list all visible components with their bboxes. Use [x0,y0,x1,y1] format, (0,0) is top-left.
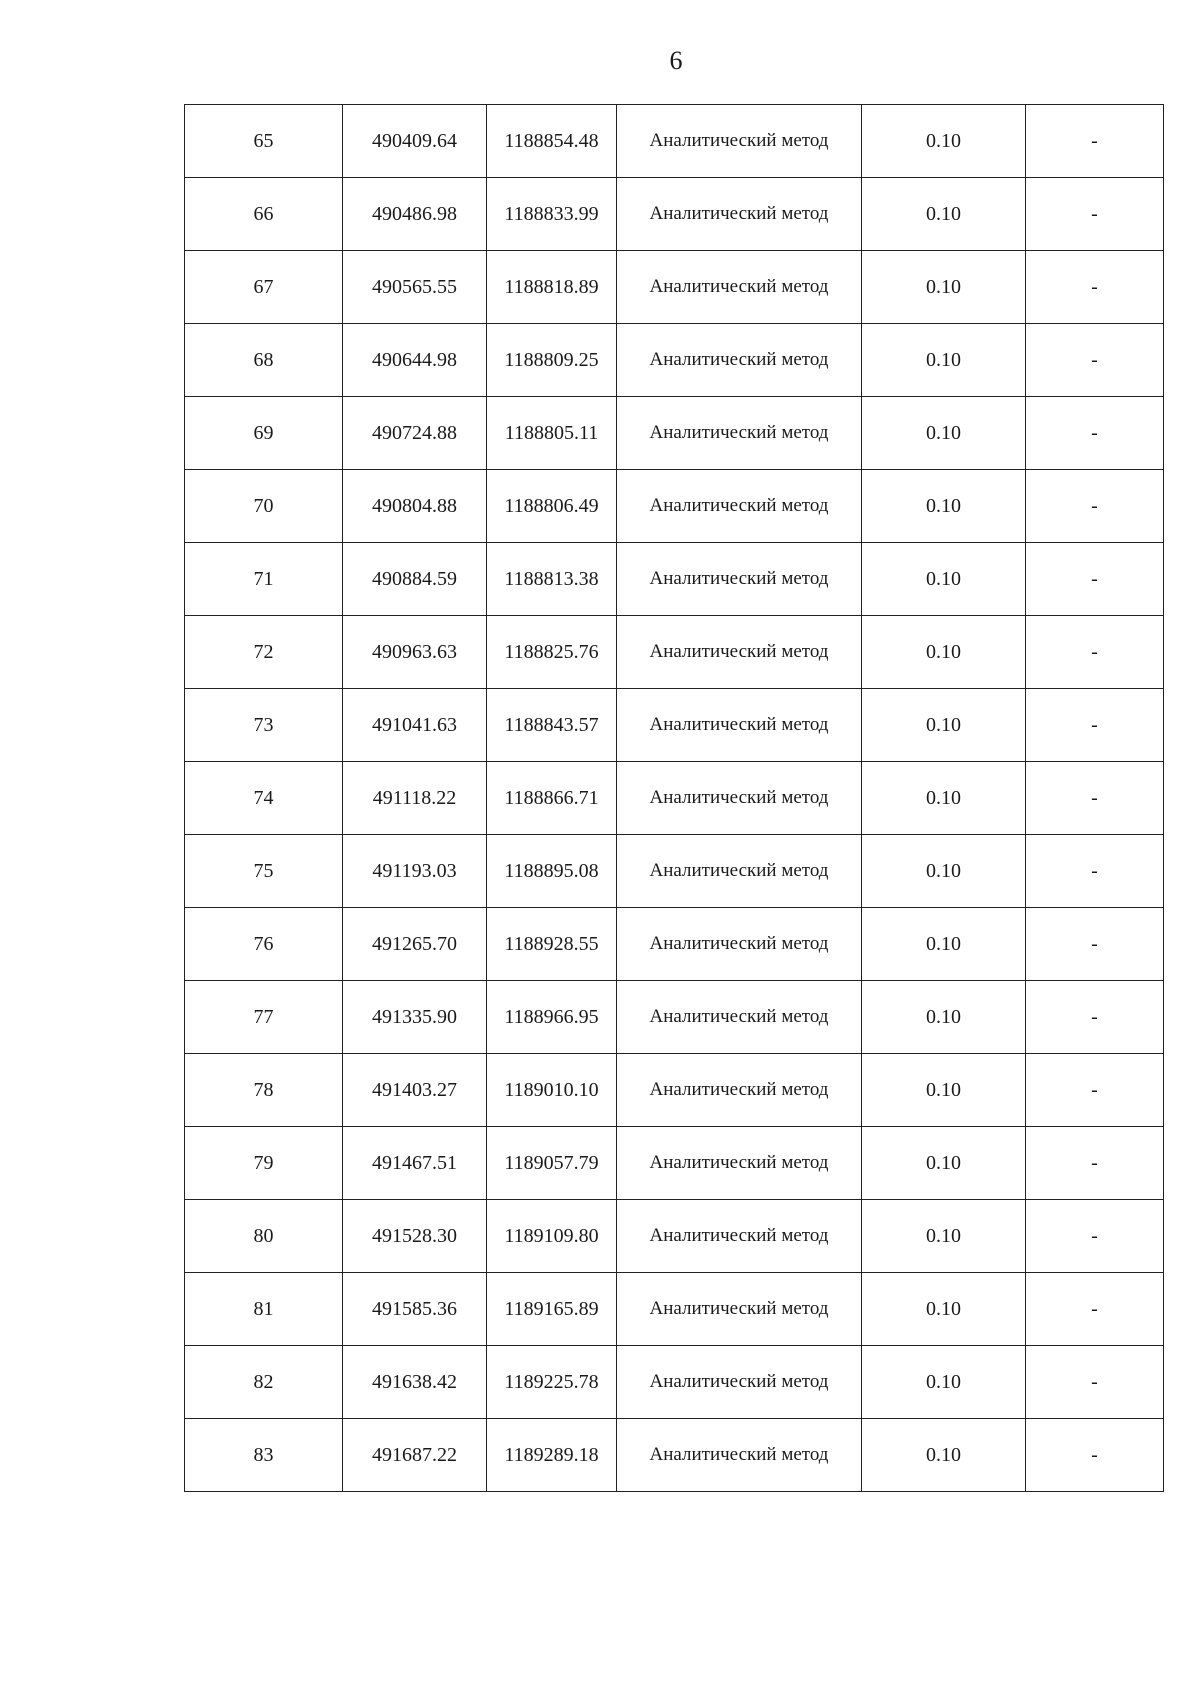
x-coordinate-cell: 491193.03 [343,835,487,908]
x-coordinate-cell: 491265.70 [343,908,487,981]
coordinates-table-container [184,104,1163,1492]
point-number-cell: 65 [185,105,343,178]
accuracy-cell: 0.10 [862,762,1026,835]
note-cell: - [1026,835,1164,908]
point-number-cell: 77 [185,981,343,1054]
y-coordinate-cell: 1188866.71 [487,762,617,835]
y-coordinate-cell: 1189109.80 [487,1200,617,1273]
note-cell: - [1026,1054,1164,1127]
y-coordinate-cell: 1188843.57 [487,689,617,762]
table-row [185,762,1164,835]
table-row [185,105,1164,178]
y-coordinate-cell: 1188895.08 [487,835,617,908]
point-number-cell: 73 [185,689,343,762]
accuracy-cell: 0.10 [862,689,1026,762]
note-cell: - [1026,1127,1164,1200]
y-coordinate-cell: 1188833.99 [487,178,617,251]
accuracy-cell: 0.10 [862,1200,1026,1273]
method-cell: Аналитический метод [617,762,862,835]
y-coordinate-cell: 1189057.79 [487,1127,617,1200]
note-cell: - [1026,908,1164,981]
accuracy-cell: 0.10 [862,1346,1026,1419]
point-number-cell: 71 [185,543,343,616]
table-row [185,1200,1164,1273]
y-coordinate-cell: 1188813.38 [487,543,617,616]
accuracy-cell: 0.10 [862,616,1026,689]
x-coordinate-cell: 491528.30 [343,1200,487,1273]
coordinates-table [184,104,1164,1492]
method-cell: Аналитический метод [617,543,862,616]
x-coordinate-cell: 490644.98 [343,324,487,397]
x-coordinate-cell: 491403.27 [343,1054,487,1127]
table-row [185,1419,1164,1492]
y-coordinate-cell: 1189010.10 [487,1054,617,1127]
x-coordinate-cell: 491638.42 [343,1346,487,1419]
note-cell: - [1026,105,1164,178]
y-coordinate-cell: 1188928.55 [487,908,617,981]
note-cell: - [1026,543,1164,616]
method-cell: Аналитический метод [617,178,862,251]
accuracy-cell: 0.10 [862,1419,1026,1492]
accuracy-cell: 0.10 [862,543,1026,616]
method-cell: Аналитический метод [617,835,862,908]
accuracy-cell: 0.10 [862,981,1026,1054]
method-cell: Аналитический метод [617,1419,862,1492]
point-number-cell: 81 [185,1273,343,1346]
x-coordinate-cell: 491335.90 [343,981,487,1054]
x-coordinate-cell: 490409.64 [343,105,487,178]
x-coordinate-cell: 491687.22 [343,1419,487,1492]
y-coordinate-cell: 1189165.89 [487,1273,617,1346]
point-number-cell: 67 [185,251,343,324]
x-coordinate-cell: 490486.98 [343,178,487,251]
table-row [185,1346,1164,1419]
y-coordinate-cell: 1189225.78 [487,1346,617,1419]
x-coordinate-cell: 491585.36 [343,1273,487,1346]
table-row [185,543,1164,616]
accuracy-cell: 0.10 [862,251,1026,324]
note-cell: - [1026,1200,1164,1273]
note-cell: - [1026,616,1164,689]
point-number-cell: 78 [185,1054,343,1127]
point-number-cell: 72 [185,616,343,689]
table-row [185,324,1164,397]
table-row [185,178,1164,251]
method-cell: Аналитический метод [617,470,862,543]
table-row [185,397,1164,470]
table-row [185,470,1164,543]
note-cell: - [1026,251,1164,324]
method-cell: Аналитический метод [617,908,862,981]
table-row [185,1273,1164,1346]
note-cell: - [1026,981,1164,1054]
accuracy-cell: 0.10 [862,105,1026,178]
point-number-cell: 74 [185,762,343,835]
table-row [185,1054,1164,1127]
table-row [185,835,1164,908]
method-cell: Аналитический метод [617,251,862,324]
method-cell: Аналитический метод [617,981,862,1054]
table-row [185,251,1164,324]
note-cell: - [1026,1419,1164,1492]
x-coordinate-cell: 491041.63 [343,689,487,762]
table-body [185,105,1164,1492]
method-cell: Аналитический метод [617,1054,862,1127]
method-cell: Аналитический метод [617,397,862,470]
point-number-cell: 76 [185,908,343,981]
point-number-cell: 66 [185,178,343,251]
point-number-cell: 69 [185,397,343,470]
accuracy-cell: 0.10 [862,178,1026,251]
method-cell: Аналитический метод [617,1273,862,1346]
accuracy-cell: 0.10 [862,835,1026,908]
table-row [185,616,1164,689]
note-cell: - [1026,689,1164,762]
note-cell: - [1026,324,1164,397]
x-coordinate-cell: 490804.88 [343,470,487,543]
accuracy-cell: 0.10 [862,470,1026,543]
x-coordinate-cell: 490884.59 [343,543,487,616]
point-number-cell: 82 [185,1346,343,1419]
x-coordinate-cell: 490565.55 [343,251,487,324]
accuracy-cell: 0.10 [862,324,1026,397]
method-cell: Аналитический метод [617,1200,862,1273]
point-number-cell: 70 [185,470,343,543]
x-coordinate-cell: 491467.51 [343,1127,487,1200]
y-coordinate-cell: 1188806.49 [487,470,617,543]
accuracy-cell: 0.10 [862,1054,1026,1127]
point-number-cell: 79 [185,1127,343,1200]
method-cell: Аналитический метод [617,1127,862,1200]
accuracy-cell: 0.10 [862,908,1026,981]
accuracy-cell: 0.10 [862,1273,1026,1346]
note-cell: - [1026,1273,1164,1346]
y-coordinate-cell: 1188809.25 [487,324,617,397]
x-coordinate-cell: 490963.63 [343,616,487,689]
note-cell: - [1026,178,1164,251]
y-coordinate-cell: 1189289.18 [487,1419,617,1492]
note-cell: - [1026,762,1164,835]
y-coordinate-cell: 1188825.76 [487,616,617,689]
note-cell: - [1026,397,1164,470]
accuracy-cell: 0.10 [862,1127,1026,1200]
method-cell: Аналитический метод [617,616,862,689]
table-row [185,1127,1164,1200]
y-coordinate-cell: 1188805.11 [487,397,617,470]
note-cell: - [1026,1346,1164,1419]
x-coordinate-cell: 491118.22 [343,762,487,835]
method-cell: Аналитический метод [617,1346,862,1419]
y-coordinate-cell: 1188854.48 [487,105,617,178]
page-number: 6 [669,46,683,75]
y-coordinate-cell: 1188966.95 [487,981,617,1054]
point-number-cell: 68 [185,324,343,397]
accuracy-cell: 0.10 [862,397,1026,470]
point-number-cell: 75 [185,835,343,908]
y-coordinate-cell: 1188818.89 [487,251,617,324]
table-row [185,689,1164,762]
method-cell: Аналитический метод [617,324,862,397]
x-coordinate-cell: 490724.88 [343,397,487,470]
note-cell: - [1026,470,1164,543]
point-number-cell: 80 [185,1200,343,1273]
table-row [185,908,1164,981]
table-row [185,981,1164,1054]
method-cell: Аналитический метод [617,105,862,178]
point-number-cell: 83 [185,1419,343,1492]
method-cell: Аналитический метод [617,689,862,762]
